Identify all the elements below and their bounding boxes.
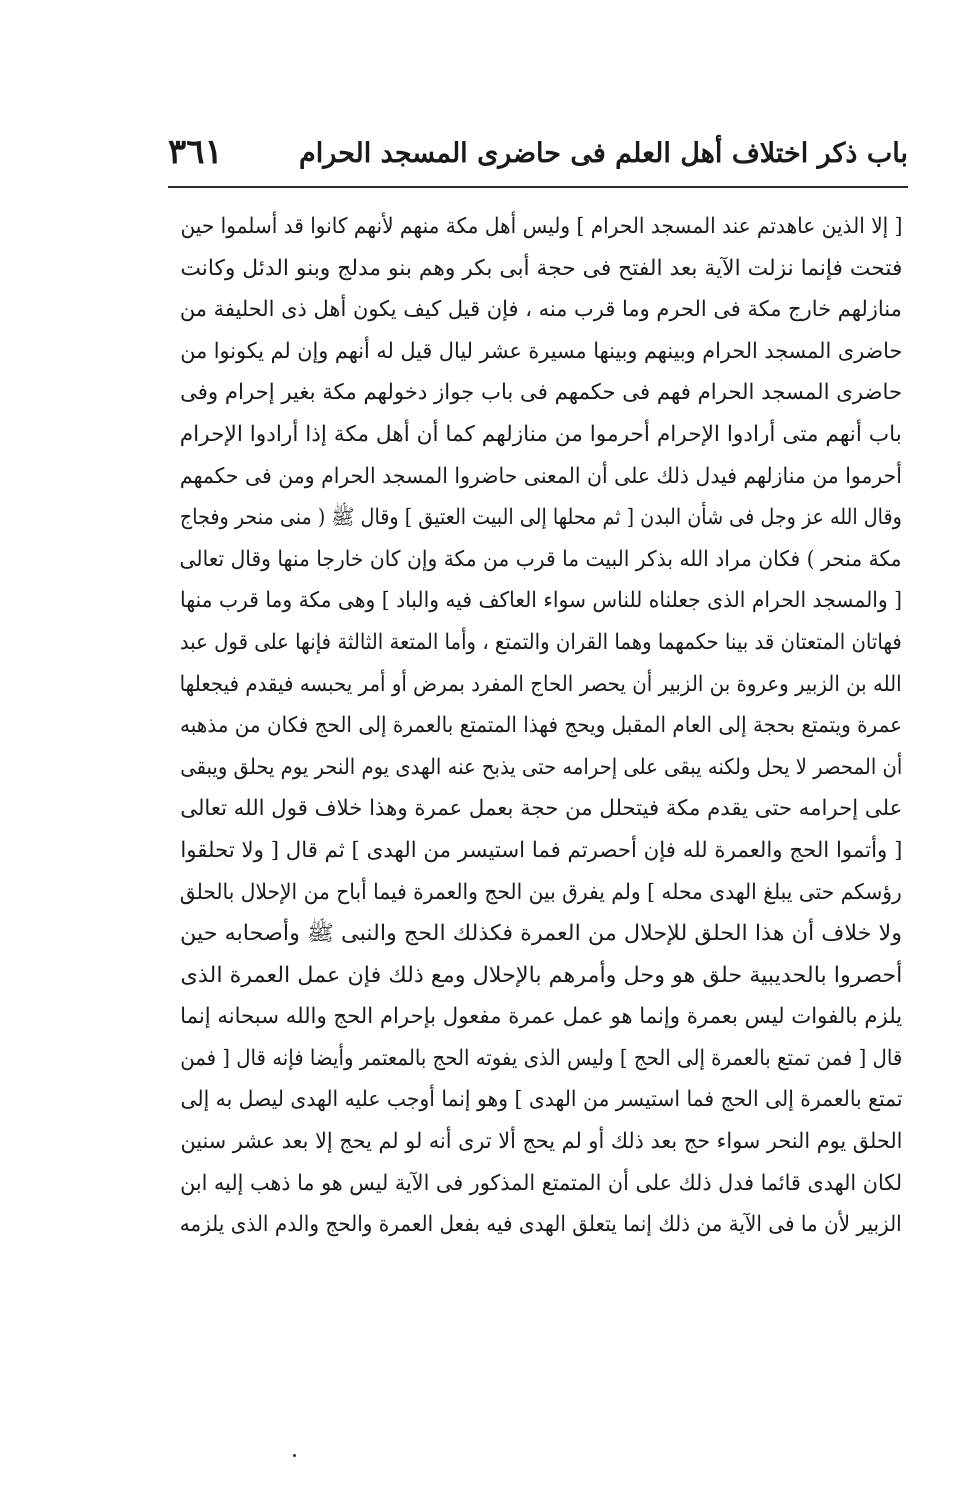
text-line: رؤسكم حتى يبلغ الهدى محله ] ولم يفرق بين الحج والعمرة فيما أباح من الإحلال بالحلق	[180, 879, 902, 905]
text-line: مكة منحر ) فكان مراد الله بذكر البيت ما قرب من مكة وإن كان خارجا منها وقال تعالى	[180, 546, 902, 572]
text-line: الله بن الزبير وعروة بن الزبير أن يحصر الحاج المفرد بمرض أو أمر يحبسه فيقدم فيجعلها	[180, 671, 902, 697]
chapter-title: باب ذكر اختلاف أهل العلم فى حاضرى المسجد الحرام	[298, 138, 908, 169]
body-text	[180, 206, 902, 1246]
page-number: ٣٦١	[168, 132, 223, 172]
text-line: [ والمسجد الحرام الذى جعلناه للناس سواء العاكف فيه والباد ] وهى مكة وما قرب منها	[180, 588, 902, 614]
text-line: على إحرامه حتى يقدم مكة فيتحلل من حجة بعمل عمرة وهذا خلاف قول الله تعالى	[180, 796, 902, 822]
text-line: وقال الله عز وجل فى شأن البدن [ ثم محلها إلى البيت العتيق ] وقال ﷺ ( منى منحر وفجاج	[180, 505, 902, 531]
text-line: باب أنهم متى أرادوا الإحرام أحرموا من منازلهم كما أن أهل مكة إذا أرادوا الإحرام	[180, 421, 902, 447]
text-line: حاضرى المسجد الحرام فهم فى حكمهم فى باب جواز دخولهم مكة بغير إحرام وفى	[180, 380, 902, 406]
text-line: يلزم بالفوات ليس بعمرة وإنما هو عمل عمرة مفعول بإحرام الحج والله سبحانه إنما	[180, 1004, 902, 1030]
print-speck	[293, 1454, 296, 1457]
header-rule	[168, 186, 908, 188]
text-line: ولا خلاف أن هذا الحلق للإحلال من العمرة فكذلك الحج والنبى ﷺ وأصحابه حين	[180, 921, 902, 947]
text-line: [ وأتموا الحج والعمرة لله فإن أحصرتم فما استيسر من الهدى ] ثم قال [ ولا تحلقوا	[180, 837, 902, 863]
text-line: [ إلا الذين عاهدتم عند المسجد الحرام ] وليس أهل مكة منهم لأنهم كانوا قد أسلموا حين	[180, 214, 902, 239]
text-line: أحرموا من منازلهم فيدل ذلك على أن المعنى حاضروا المسجد الحرام ومن فى حكمهم	[180, 463, 902, 489]
text-line: فتحت فإنما نزلت الآية بعد الفتح فى حجة أبى بكر وهم بنو مدلج وبنو الدئل وكانت	[180, 255, 902, 281]
text-line: فهاتان المتعتان قد بينا حكمهما وهما القران والتمتع ، وأما المتعة الثالثة فإنها على قول عبد	[180, 629, 902, 655]
text-line: قال [ فمن تمتع بالعمرة إلى الحج ] وليس الذى يفوته الحج بالمعتمر وأيضا فإنه قال [ فمن	[180, 1045, 902, 1071]
text-line: حاضرى المسجد الحرام وبينهم وبينها مسيرة عشر ليال قيل له أنهم وإن لم يكونوا من	[180, 338, 902, 364]
text-line: منازلهم خارج مكة فى الحرم وما قرب منه ، فإن قيل كيف يكون أهل ذى الحليفة من	[180, 297, 902, 323]
page-header	[168, 132, 908, 182]
text-line: الزبير لأن ما فى الآية من ذلك إنما يتعلق الهدى فيه بفعل العمرة والحج والدم الذى يلزمه	[180, 1212, 902, 1238]
text-line: عمرة ويتمتع بحجة إلى العام المقبل ويحج فهذا المتمتع بالعمرة إلى الحج فكان من مذهبه	[180, 713, 902, 739]
text-line: تمتع بالعمرة إلى الحج فما استيسر من الهدى ] وهو إنما أوجب عليه الهدى ليصل به إلى	[180, 1087, 902, 1113]
text-line: أحصروا بالحديبية حلق هو وحل وأمرهم بالإحلال ومع ذلك فإن عمل العمرة الذى	[180, 962, 902, 988]
text-line: أن المحصر لا يحل ولكنه يبقى على إحرامه حتى يذبح عنه الهدى يوم النحر يوم يحلق ويبقى	[180, 754, 902, 780]
text-line: لكان الهدى قائما فدل ذلك على أن المتمتع المذكور فى الآية ليس هو ما ذهب إليه ابن	[180, 1170, 902, 1196]
text-line: الحلق يوم النحر سواء حج بعد ذلك أو لم يحج ألا ترى أنه لو لم يحج إلا بعد عشر سنين	[180, 1129, 902, 1155]
